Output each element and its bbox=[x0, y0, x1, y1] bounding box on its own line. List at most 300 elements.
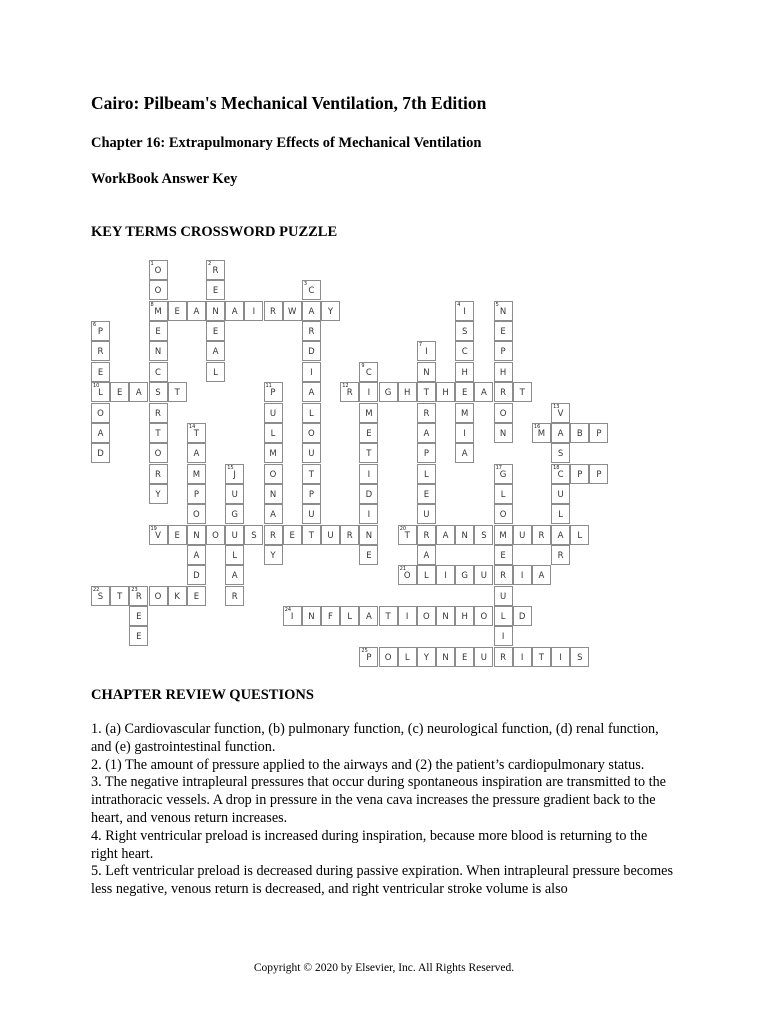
crossword-cell bbox=[206, 301, 225, 321]
cell-letter: C bbox=[308, 286, 315, 297]
crossword-cell bbox=[149, 403, 168, 423]
crossword-cell bbox=[513, 525, 532, 545]
cell-letter: A bbox=[365, 612, 372, 622]
cell-letter: U bbox=[231, 489, 238, 500]
cell-letter: E bbox=[174, 306, 180, 317]
cell-letter: M bbox=[537, 428, 546, 439]
crossword-cell bbox=[264, 545, 283, 565]
cell-letter: N bbox=[212, 306, 219, 317]
cell-letter: O bbox=[480, 612, 488, 622]
clue-number: 24 bbox=[284, 607, 292, 613]
cell-letter: R bbox=[500, 652, 507, 663]
crossword-cell bbox=[91, 321, 110, 341]
cell-letter: E bbox=[462, 388, 468, 399]
crossword-cell bbox=[494, 403, 513, 423]
cell-letter: A bbox=[308, 388, 315, 399]
cell-letter: O bbox=[403, 571, 411, 582]
crossword-cell bbox=[168, 586, 187, 606]
cell-letter: U bbox=[308, 449, 315, 460]
cell-letter: M bbox=[499, 530, 507, 541]
crossword-cell bbox=[532, 423, 551, 443]
crossword-cell bbox=[264, 484, 283, 504]
crossword-cell bbox=[455, 525, 474, 545]
clue-number: 19 bbox=[150, 525, 157, 532]
crossword-cell bbox=[436, 565, 455, 585]
cell-letter: R bbox=[212, 266, 219, 276]
cell-letter: S bbox=[557, 449, 564, 460]
crossword-cell bbox=[225, 525, 244, 545]
crossword-cell bbox=[494, 545, 513, 565]
crossword-cell bbox=[494, 321, 513, 341]
cell-letter: I bbox=[310, 367, 313, 378]
crossword-cell bbox=[359, 443, 378, 463]
crossword-cell bbox=[359, 423, 378, 443]
review-answer-1: 1. (a) Cardiovascular function, (b) pulmonary function, (c) neurological function, (d) renal function, and (e) gastrointestinal function. bbox=[91, 721, 659, 755]
cell-letter: H bbox=[461, 612, 468, 622]
clue-number: 11 bbox=[265, 383, 272, 390]
crossword-cell bbox=[149, 362, 168, 382]
cell-letter: N bbox=[193, 530, 200, 541]
crossword-cell bbox=[264, 525, 283, 545]
clue-number: 2 bbox=[208, 261, 212, 267]
cell-letter: A bbox=[308, 306, 315, 317]
crossword-cell bbox=[359, 464, 378, 484]
clue-number: 17 bbox=[495, 464, 502, 471]
crossword-cell bbox=[436, 525, 455, 545]
cell-letter: T bbox=[519, 388, 525, 399]
cell-letter: L bbox=[270, 428, 276, 439]
cell-letter: R bbox=[97, 347, 104, 358]
cell-letter: C bbox=[557, 469, 564, 480]
cell-letter: Y bbox=[327, 306, 334, 317]
cell-letter: E bbox=[212, 286, 219, 297]
crossword-cell bbox=[455, 443, 474, 463]
cell-letter: N bbox=[308, 612, 315, 622]
crossword-cell bbox=[225, 565, 244, 585]
crossword-cell bbox=[551, 464, 570, 484]
crossword-cell bbox=[110, 382, 129, 402]
crossword-cell bbox=[494, 525, 513, 545]
cell-letter: N bbox=[423, 367, 430, 378]
cell-letter: O bbox=[308, 428, 315, 439]
cell-letter: T bbox=[538, 652, 544, 663]
cell-letter: I bbox=[559, 652, 562, 663]
crossword-heading: KEY TERMS CROSSWORD PUZZLE bbox=[91, 224, 338, 240]
crossword-cell bbox=[264, 504, 283, 524]
crossword-cell bbox=[149, 586, 168, 606]
cell-letter: R bbox=[423, 408, 430, 419]
cell-letter: E bbox=[174, 530, 180, 541]
cell-letter: H bbox=[499, 367, 507, 378]
crossword-cell bbox=[302, 504, 321, 524]
clue-number: 16 bbox=[533, 423, 541, 430]
cell-letter: U bbox=[499, 591, 507, 602]
cell-letter: Y bbox=[270, 550, 276, 561]
cell-letter: O bbox=[499, 510, 507, 521]
crossword-cell bbox=[302, 606, 321, 626]
cell-letter: R bbox=[135, 591, 142, 602]
clue-number: 25 bbox=[361, 647, 368, 654]
crossword-cell bbox=[244, 525, 263, 545]
crossword-cell bbox=[225, 586, 244, 606]
cell-letter: A bbox=[212, 347, 219, 358]
crossword-cell bbox=[398, 525, 417, 545]
cell-letter: A bbox=[231, 571, 238, 582]
cell-letter: A bbox=[97, 428, 104, 439]
review-answer-4: 4. Right ventricular preload is increased during inspiration, because more blood is returning to the right heart. bbox=[91, 827, 648, 862]
crossword-cell bbox=[551, 647, 570, 667]
cell-letter: L bbox=[309, 408, 314, 419]
cell-letter: E bbox=[366, 428, 372, 439]
crossword-cell bbox=[149, 423, 168, 443]
crossword-cell bbox=[264, 403, 283, 423]
crossword-cell bbox=[551, 403, 570, 423]
crossword-cell bbox=[474, 382, 493, 402]
cell-letter: I bbox=[290, 612, 294, 622]
cell-letter: P bbox=[366, 652, 372, 663]
crossword-cell bbox=[91, 423, 110, 443]
crossword-cell bbox=[359, 484, 378, 504]
cell-letter: U bbox=[308, 510, 315, 521]
cell-letter: Y bbox=[155, 489, 161, 500]
cell-letter: G bbox=[231, 510, 238, 521]
crossword-cell bbox=[187, 586, 206, 606]
crossword-cell bbox=[321, 606, 340, 626]
crossword-cell bbox=[513, 382, 532, 402]
cell-letter: E bbox=[193, 591, 200, 602]
crossword-cell bbox=[264, 423, 283, 443]
crossword-cell bbox=[513, 565, 532, 585]
cell-letter: A bbox=[538, 571, 545, 582]
cell-letter: A bbox=[193, 449, 200, 460]
cell-letter: S bbox=[155, 388, 161, 399]
crossword-cell bbox=[302, 280, 321, 300]
cell-letter: U bbox=[327, 530, 334, 541]
crossword-cell bbox=[129, 382, 148, 402]
cell-letter: D bbox=[518, 612, 526, 622]
crossword-cell bbox=[225, 504, 244, 524]
crossword-cell bbox=[436, 382, 455, 402]
cell-letter: A bbox=[557, 530, 564, 541]
crossword-cell bbox=[589, 464, 608, 484]
cell-letter: S bbox=[577, 652, 583, 663]
clue-number: 5 bbox=[495, 301, 499, 308]
crossword-cell bbox=[91, 382, 110, 402]
cell-letter: U bbox=[557, 489, 564, 500]
cell-letter: S bbox=[481, 530, 487, 541]
crossword-cell bbox=[149, 382, 168, 402]
cell-letter: M bbox=[154, 306, 162, 317]
cell-letter: I bbox=[501, 632, 505, 643]
cell-letter: A bbox=[442, 530, 449, 541]
crossword-cell bbox=[283, 606, 302, 626]
crossword-cell bbox=[417, 341, 436, 361]
crossword-cell bbox=[264, 443, 283, 463]
crossword-cell bbox=[187, 443, 206, 463]
crossword-cell bbox=[417, 484, 436, 504]
review-answer-2: 2. (1) The amount of pressure applied to the airways and (2) the patient’s cardiopulmonary status. bbox=[91, 756, 645, 773]
crossword-cell bbox=[379, 382, 398, 402]
workbook-heading: WorkBook Answer Key bbox=[91, 171, 238, 187]
cell-letter: R bbox=[308, 327, 315, 338]
crossword-cell bbox=[359, 362, 378, 382]
cell-letter: P bbox=[596, 469, 602, 480]
clue-number: 6 bbox=[93, 322, 97, 329]
crossword-cell bbox=[494, 626, 513, 646]
cell-letter: S bbox=[251, 530, 257, 541]
crossword-cell bbox=[417, 362, 436, 382]
cell-letter: T bbox=[385, 612, 391, 622]
crossword-cell bbox=[379, 606, 398, 626]
crossword-cell bbox=[398, 565, 417, 585]
cell-letter: L bbox=[424, 571, 429, 582]
cell-letter: R bbox=[155, 408, 161, 419]
crossword-cell bbox=[359, 545, 378, 565]
cell-letter: E bbox=[423, 489, 430, 500]
crossword-cell bbox=[474, 525, 493, 545]
cell-letter: U bbox=[480, 571, 487, 582]
chapter-heading: Chapter 16: Extrapulmonary Effects of Mechanical Ventilation bbox=[91, 135, 482, 151]
cell-letter: P bbox=[577, 469, 583, 480]
crossword-cell bbox=[532, 525, 551, 545]
crossword-cell bbox=[398, 647, 417, 667]
cell-letter: P bbox=[596, 428, 602, 439]
clue-number: 3 bbox=[303, 281, 308, 288]
cell-letter: K bbox=[174, 591, 180, 602]
cell-letter: R bbox=[346, 530, 353, 541]
cell-letter: I bbox=[252, 306, 256, 317]
crossword-cell bbox=[149, 301, 168, 321]
cell-letter: I bbox=[444, 571, 447, 582]
cell-letter: I bbox=[520, 571, 524, 582]
cell-letter: L bbox=[500, 612, 506, 622]
cell-letter: R bbox=[538, 530, 545, 541]
cell-letter: D bbox=[365, 489, 373, 500]
cell-letter: I bbox=[463, 306, 466, 317]
crossword-cell bbox=[244, 301, 263, 321]
cell-letter: L bbox=[558, 510, 563, 521]
crossword-cell bbox=[513, 647, 532, 667]
crossword-cell bbox=[417, 464, 436, 484]
cell-letter: T bbox=[193, 428, 199, 439]
crossword-cell bbox=[302, 525, 321, 545]
crossword-cell bbox=[494, 565, 513, 585]
cell-letter: N bbox=[365, 530, 373, 541]
crossword-cell bbox=[359, 606, 378, 626]
crossword-cell bbox=[225, 464, 244, 484]
crossword-cell bbox=[417, 647, 436, 667]
clue-number: 9 bbox=[361, 362, 365, 369]
crossword-cell bbox=[340, 606, 359, 626]
crossword-cell bbox=[206, 341, 225, 361]
crossword-cell bbox=[494, 423, 513, 443]
crossword-cell bbox=[91, 403, 110, 423]
cell-letter: T bbox=[155, 428, 161, 439]
crossword-cell bbox=[187, 545, 206, 565]
crossword-cell bbox=[570, 647, 589, 667]
crossword-cell bbox=[91, 341, 110, 361]
crossword-cell bbox=[91, 443, 110, 463]
crossword-cell bbox=[589, 423, 608, 443]
cell-letter: I bbox=[367, 469, 371, 480]
crossword-cell bbox=[206, 321, 225, 341]
cell-letter: A bbox=[135, 388, 142, 399]
cell-letter: E bbox=[117, 388, 123, 399]
cell-letter: U bbox=[480, 652, 487, 663]
crossword-cell bbox=[417, 403, 436, 423]
cell-letter: N bbox=[442, 612, 449, 622]
cell-letter: A bbox=[270, 510, 276, 521]
clue-number: 20 bbox=[399, 525, 407, 532]
cell-letter: O bbox=[384, 652, 392, 663]
crossword-cell bbox=[149, 321, 168, 341]
crossword-cell bbox=[570, 464, 589, 484]
clue-number: 1 bbox=[150, 261, 154, 267]
crossword-cell bbox=[168, 301, 187, 321]
clue-number: 4 bbox=[457, 301, 461, 308]
cell-letter: O bbox=[154, 266, 162, 276]
crossword-cell bbox=[494, 647, 513, 667]
crossword-cell bbox=[551, 504, 570, 524]
cell-letter: F bbox=[328, 612, 333, 622]
crossword-cell bbox=[149, 280, 168, 300]
crossword-cell bbox=[494, 606, 513, 626]
crossword-cell bbox=[359, 647, 378, 667]
cell-letter: E bbox=[462, 652, 468, 663]
review-answer-5: 5. Left ventricular preload is decreased during passive expiration. When intrapleural pressure becomes less negative, venous return is decreased, and right ventricular stroke volume is also bbox=[91, 863, 673, 898]
crossword-cell bbox=[225, 301, 244, 321]
cell-letter: N bbox=[269, 489, 277, 500]
crossword-cell bbox=[494, 301, 513, 321]
crossword-cell bbox=[551, 443, 570, 463]
crossword-cell bbox=[551, 484, 570, 504]
cell-letter: M bbox=[365, 408, 373, 419]
review-answer-3: 3. The negative intrapleural pressures that occur during spontaneous inspiration are transmitted to the intrathoracic vessels. A drop in pressure in the vena cava increases the pressure gradient back to the heart, and venous return increases. bbox=[91, 774, 666, 826]
crossword-cell bbox=[455, 606, 474, 626]
cell-letter: R bbox=[270, 306, 276, 317]
cell-letter: R bbox=[155, 469, 161, 480]
crossword-cell bbox=[359, 403, 378, 423]
clue-number: 18 bbox=[553, 464, 560, 471]
cell-letter: P bbox=[500, 347, 506, 358]
crossword-cell bbox=[570, 423, 589, 443]
crossword-cell bbox=[417, 545, 436, 565]
cell-letter: H bbox=[442, 388, 449, 399]
cell-letter: T bbox=[308, 469, 314, 480]
crossword-cell bbox=[455, 403, 474, 423]
crossword-cell bbox=[474, 606, 493, 626]
crossword-cell bbox=[551, 423, 570, 443]
cell-letter: P bbox=[270, 388, 276, 399]
cell-letter: E bbox=[136, 612, 142, 622]
cell-letter: E bbox=[289, 530, 295, 541]
crossword-cell bbox=[570, 525, 589, 545]
cell-letter: O bbox=[154, 449, 162, 460]
crossword-cell bbox=[532, 565, 551, 585]
cell-letter: O bbox=[193, 510, 200, 521]
clue-number: 14 bbox=[188, 423, 196, 430]
crossword-cell bbox=[551, 545, 570, 565]
crossword-cell bbox=[187, 301, 206, 321]
crossword-cell bbox=[187, 464, 206, 484]
crossword-cell bbox=[455, 301, 474, 321]
cell-letter: L bbox=[404, 652, 410, 663]
review-heading: CHAPTER REVIEW QUESTIONS bbox=[91, 687, 314, 703]
cell-letter: E bbox=[97, 367, 104, 378]
cell-letter: O bbox=[97, 408, 104, 419]
cell-letter: I bbox=[425, 347, 428, 358]
cell-letter: L bbox=[577, 530, 583, 541]
crossword-cell bbox=[494, 362, 513, 382]
crossword-cell bbox=[455, 362, 474, 382]
clue-number: 7 bbox=[418, 342, 423, 349]
crossword-cell bbox=[187, 423, 206, 443]
cell-letter: V bbox=[557, 408, 564, 419]
cell-letter: R bbox=[500, 388, 507, 399]
crossword-cell bbox=[340, 525, 359, 545]
crossword-cell bbox=[283, 301, 302, 321]
cell-letter: A bbox=[461, 449, 468, 460]
cell-letter: I bbox=[405, 612, 409, 622]
crossword-cell bbox=[455, 321, 474, 341]
cell-letter: O bbox=[499, 408, 507, 419]
crossword-cell bbox=[149, 341, 168, 361]
cell-letter: C bbox=[365, 367, 372, 378]
crossword-cell bbox=[264, 464, 283, 484]
crossword-cell bbox=[206, 362, 225, 382]
cell-letter: N bbox=[154, 347, 162, 358]
crossword-cell bbox=[264, 301, 283, 321]
crossword-cell bbox=[187, 565, 206, 585]
clue-number: 12 bbox=[342, 383, 349, 390]
crossword-cell bbox=[129, 626, 148, 646]
cell-letter: A bbox=[480, 388, 487, 399]
crossword-cell bbox=[187, 525, 206, 545]
crossword-cell bbox=[302, 484, 321, 504]
crossword-cell bbox=[379, 647, 398, 667]
crossword-cell bbox=[494, 586, 513, 606]
cell-letter: A bbox=[423, 550, 430, 561]
crossword-cell bbox=[455, 565, 474, 585]
cell-letter: A bbox=[193, 550, 200, 561]
clue-number: 10 bbox=[93, 383, 100, 390]
cell-letter: E bbox=[136, 632, 142, 643]
crossword-cell bbox=[340, 382, 359, 402]
crossword-cell bbox=[417, 443, 436, 463]
cell-letter: L bbox=[347, 612, 353, 622]
cell-letter: C bbox=[461, 347, 468, 358]
cell-letter: R bbox=[423, 530, 430, 541]
cell-letter: C bbox=[155, 367, 161, 378]
cell-letter: N bbox=[499, 428, 507, 439]
cell-letter: S bbox=[97, 591, 104, 602]
cell-letter: T bbox=[308, 530, 314, 541]
crossword-cell bbox=[302, 362, 321, 382]
copyright-footer: Copyright © 2020 by Elsevier, Inc. All Rights Reserved. bbox=[253, 962, 515, 974]
crossword-cell bbox=[417, 606, 436, 626]
crossword-cell bbox=[359, 504, 378, 524]
cell-letter: N bbox=[461, 530, 468, 541]
cell-letter: O bbox=[154, 286, 162, 297]
crossword-cell bbox=[187, 484, 206, 504]
cell-letter: O bbox=[423, 612, 430, 622]
crossword-cell bbox=[417, 565, 436, 585]
cell-letter: L bbox=[232, 550, 238, 561]
cell-letter: O bbox=[269, 469, 277, 480]
crossword-cell bbox=[225, 545, 244, 565]
crossword-cell bbox=[187, 504, 206, 524]
cell-letter: U bbox=[519, 530, 526, 541]
